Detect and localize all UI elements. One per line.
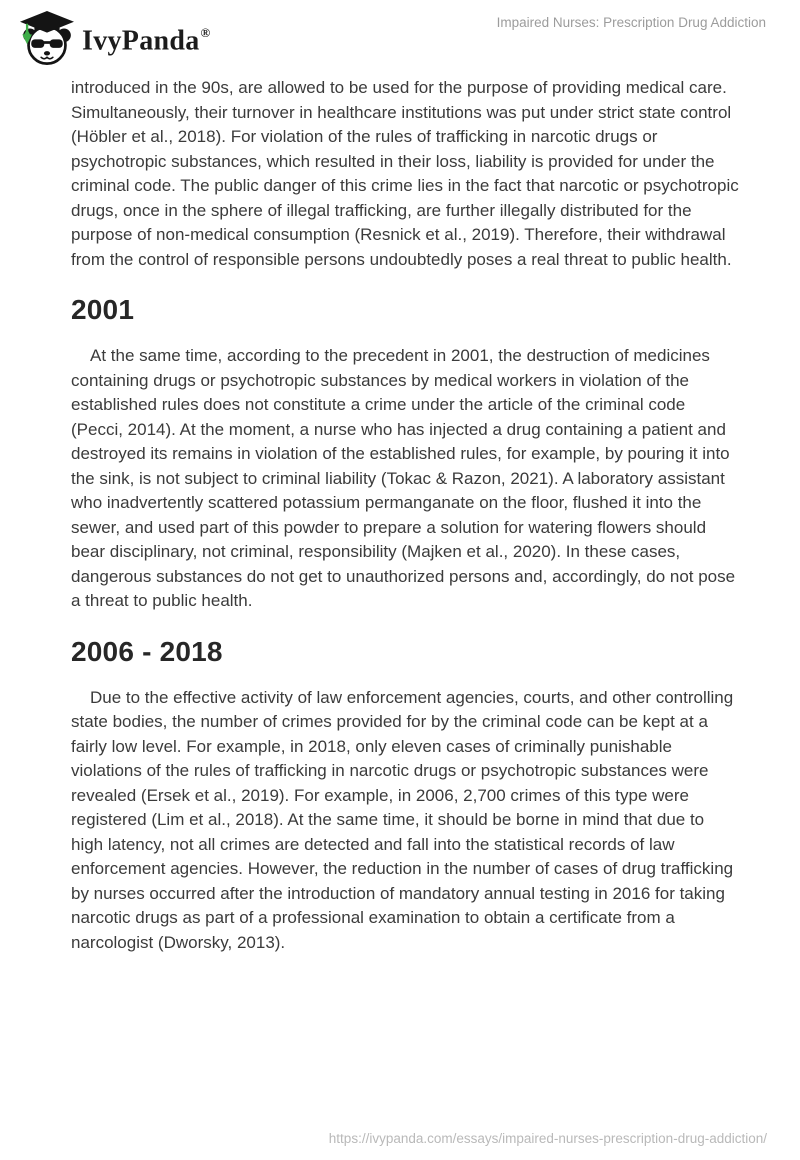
registered-mark: ®: [200, 25, 211, 40]
page-footer: [329, 1130, 767, 1148]
ivypanda-panda-icon: [18, 11, 76, 65]
section-heading-2001: 2001: [71, 294, 135, 325]
paragraph-continuation: introduced in the 90s, are allowed to be used for the purpose of providing medical care. Simultaneously, their turnover in healthcare institutions was put under strict state control (Höbler et al., 2018). For violation of the rules of trafficking in narcotic drugs or psychotropic substances, which resulted in their loss, liability is provided for under the criminal code. The public danger of this crime lies in the fact that narcotic or psychotropic drugs, once in the sphere of illegal trafficking, are further illegally distributed for the purpose of non-medical consumption (Resnick et al., 2019). Therefore, their withdrawal from the control of responsible persons undoubtedly poses a real threat to public health.: [71, 78, 739, 269]
section-heading-2006-2018: 2006 - 2018: [71, 635, 223, 667]
ivypanda-logo[interactable]: [18, 8, 210, 68]
brand-name: [82, 8, 210, 68]
brand-wordmark: IvyPanda: [82, 25, 200, 57]
essay-content: [71, 76, 740, 955]
page-header: [18, 8, 766, 68]
source-url-link[interactable]: https://ivypanda.com/essays/impaired-nurses-prescription-drug-addiction/: [328, 1131, 767, 1146]
running-head-title: Impaired Nurses: Prescription Drug Addiction: [496, 15, 766, 30]
paragraph-2001: At the same time, according to the precedent in 2001, the destruction of medicines containing drugs or psychotropic substances by medical workers in violation of the established rules does not constitute a crime under the article of the criminal code (Pecci, 2014). At the moment, a nurse who has injected a drug containing a patient and destroyed its remains in violation of the established rules, for example, by pouring it into the sink, is not subject to criminal liability (Tokac & Razon, 2021). A laboratory assistant who inadvertently scattered potassium permanganate on the floor, flushed it into the sewer, and used part of this powder to prepare a solution for watering flowers should bear disciplinary, not criminal, responsibility (Majken et al., 2020). In these cases, dangerous substances do not get to unauthorized persons and, accordingly, do not pose a threat to public health.: [71, 346, 736, 610]
paragraph-2006-2018: Due to the effective activity of law enforcement agencies, courts, and other controlling state bodies, the number of crimes provided for by the criminal code can be kept at a fairly low level. For example, in 2018, only eleven cases of criminally punishable violations of the rules of trafficking in narcotic drugs or psychotropic substances were revealed (Ersek et al., 2019). For example, in 2006, 2,700 crimes of this type were registered (Lim et al., 2018). At the same time, it should be borne in mind that due to high latency, not all crimes are detected and fall into the statistical records of law enforcement agencies. However, the reduction in the number of cases of drug trafficking by nurses occurred after the introduction of mandatory annual testing in 2016 for taking narcotic drugs as part of a professional examination to obtain a certificate from a narcologist (Dworsky, 2013).: [71, 687, 734, 952]
